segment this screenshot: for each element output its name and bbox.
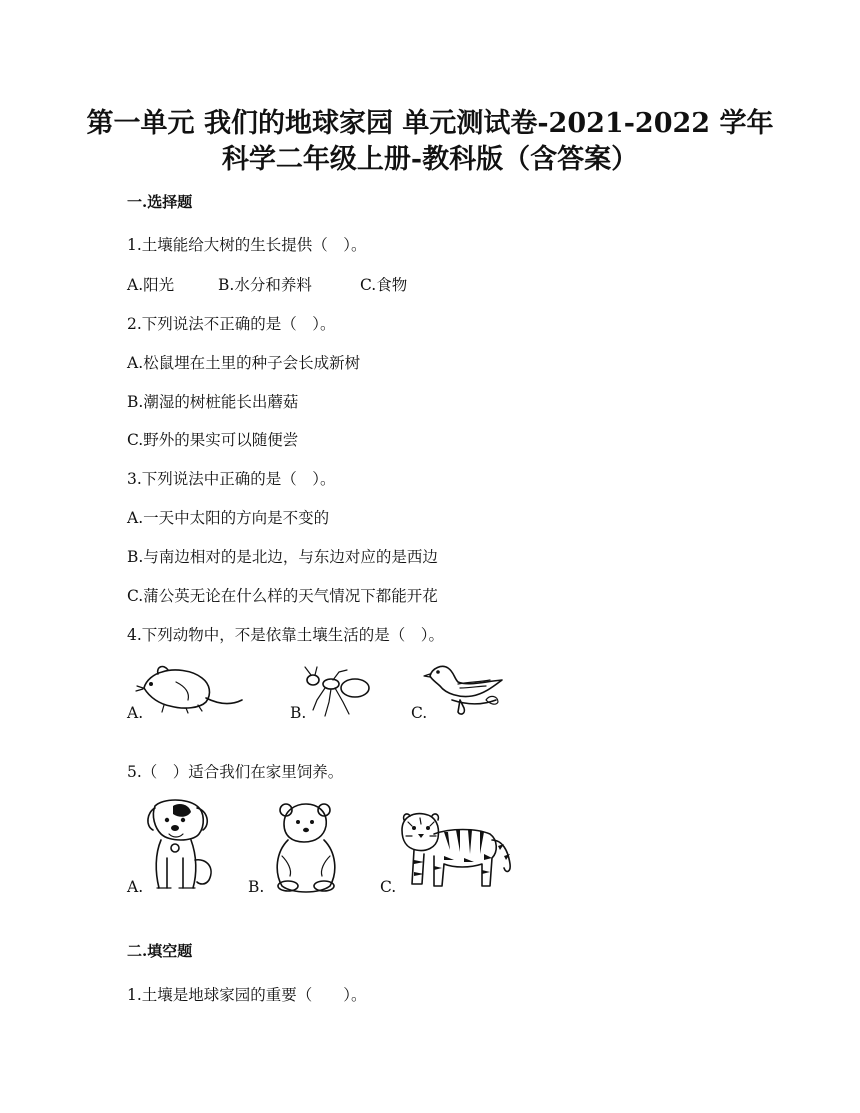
question-5-option-a-label: A. [127,878,144,896]
question-2-option-c: C.野外的果实可以随便尝 [127,431,299,449]
question-2-option-b: B.潮湿的树桩能长出蘑菇 [127,393,299,411]
question-5-option-c-label: C. [380,878,397,896]
question-3-option-c: C.蒲公英无论在什么样的天气情况下都能开花 [127,587,438,605]
question-4-option-c-label: C. [411,704,428,722]
section-heading-choice: 一.选择题 [127,193,193,211]
fill-question-1-stem: 1.土壤是地球家园的重要（ ）。 [127,986,367,1004]
question-4-option-a-label: A. [127,704,144,722]
question-4-option-b-label: B. [290,704,307,722]
question-2-option-a: A.松鼠埋在土里的种子会长成新树 [127,354,361,372]
page-title-line-1: 第一单元 我们的地球家园 单元测试卷-2021-2022 学年 [86,108,774,139]
question-5-stem: 5.（ ）适合我们在家里饲养。 [127,763,344,781]
question-5-option-b-label: B. [248,878,265,896]
section-heading-fill: 二.填空题 [127,942,193,960]
question-1-option-c: C.食物 [360,276,408,294]
question-2-stem: 2.下列说法不正确的是（ ）。 [127,315,336,333]
question-3-stem: 3.下列说法中正确的是（ ）。 [127,470,336,488]
question-3-option-a: A.一天中太阳的方向是不变的 [127,509,330,527]
question-1-stem: 1.土壤能给大树的生长提供（ ）。 [127,236,367,254]
ant-icon [303,666,377,718]
page-title-line-2: 科学二年级上册-教科版（含答案） [221,144,639,175]
question-4-stem: 4.下列动物中，不是依靠土壤生活的是（ ）。 [127,626,445,644]
tiger-icon [394,810,514,894]
bird-icon [424,660,508,718]
mouse-icon [140,660,246,714]
question-1-option-a: A.阳光 [127,276,175,294]
question-1-option-b: B.水分和养料 [218,276,312,294]
dog-icon [143,798,219,894]
question-3-option-b: B.与南边相对的是北边，与东边对应的是西边 [127,548,438,566]
bear-icon [270,800,342,894]
